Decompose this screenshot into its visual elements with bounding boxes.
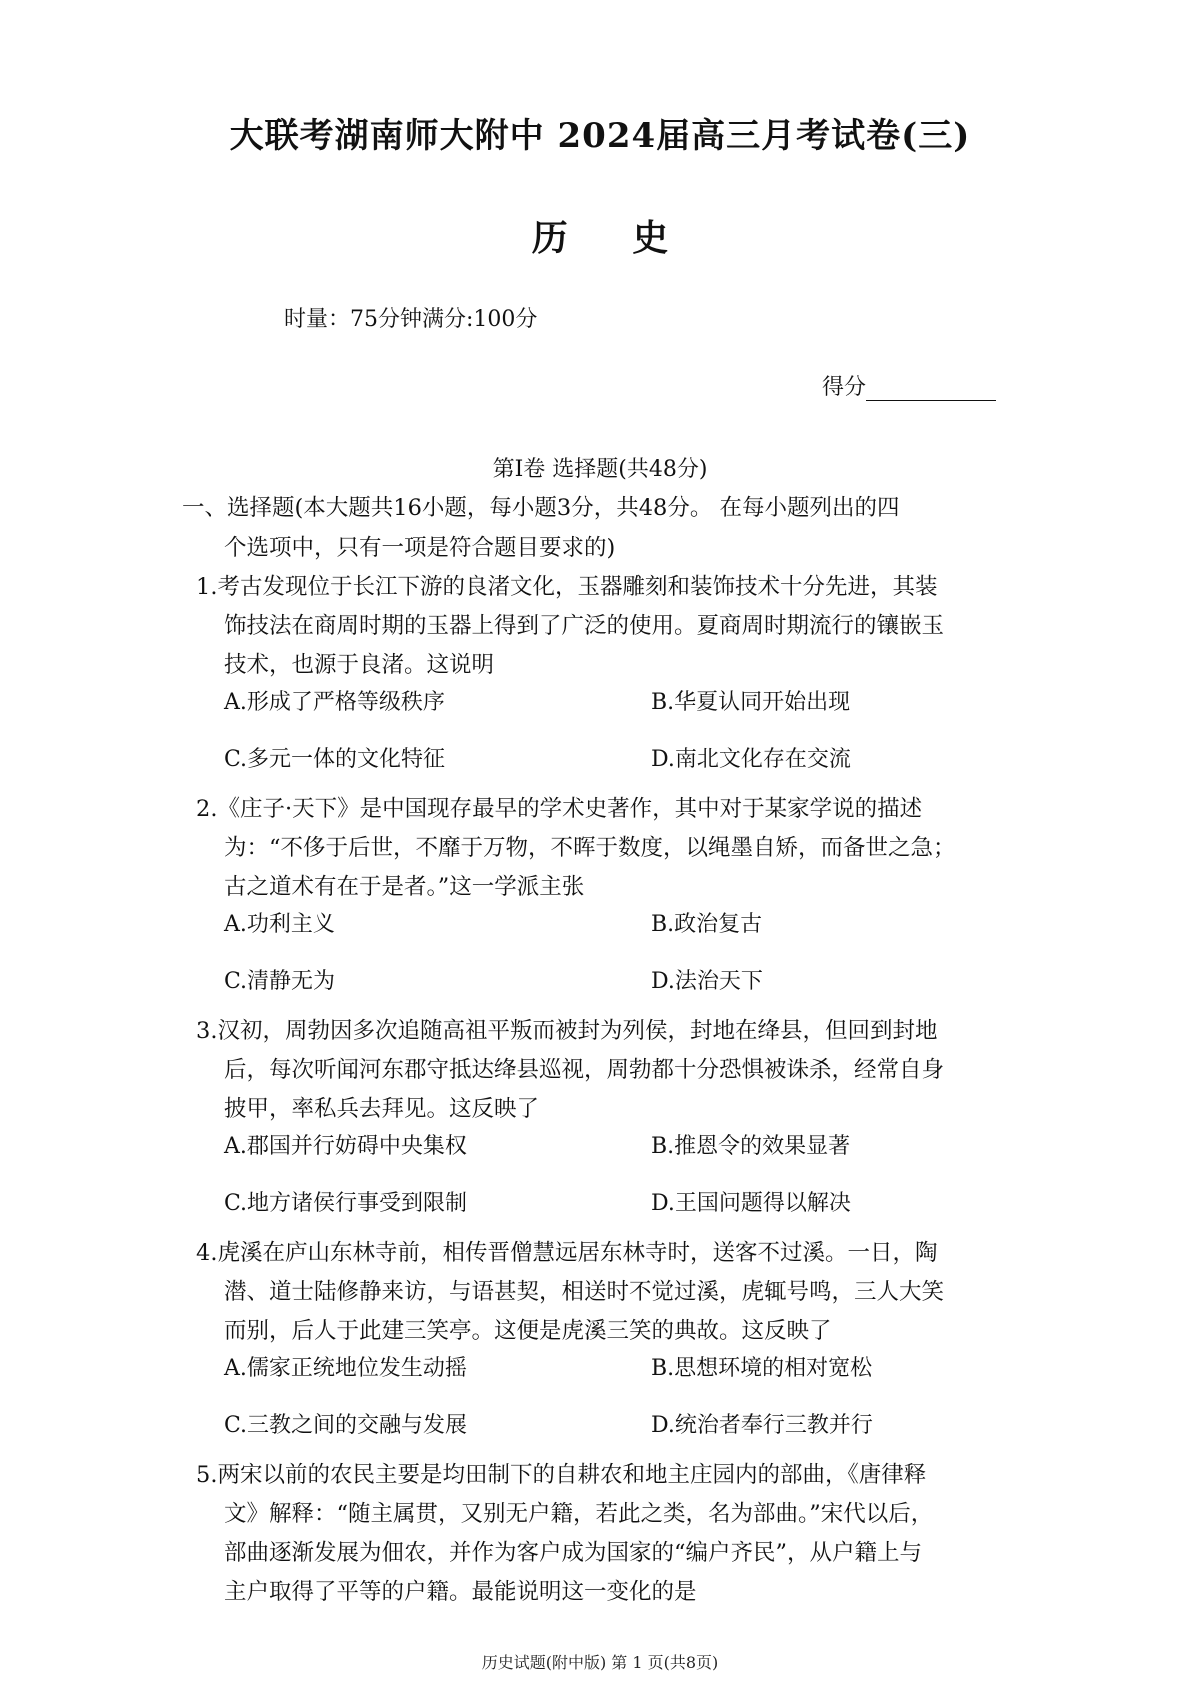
question-stem-line: 技术，也源于良渚。这说明 bbox=[224, 652, 495, 678]
answer-option-a[interactable]: A.功利主义 bbox=[224, 912, 335, 937]
answer-option-c[interactable]: C.三教之间的交融与发展 bbox=[224, 1413, 468, 1438]
question-stem-line: 披甲，率私兵去拜见。这反映了 bbox=[224, 1096, 540, 1122]
question-stem bbox=[196, 1012, 1026, 1129]
answer-option-c[interactable]: C.多元一体的文化特征 bbox=[224, 747, 446, 772]
answer-option-c[interactable]: C.清静无为 bbox=[224, 969, 336, 994]
page-footer: 历史试题(附中版) 第 1 页(共8页) bbox=[481, 1653, 719, 1672]
question-2 bbox=[196, 790, 1026, 1012]
answer-option-b[interactable]: B.思想环境的相对宽松 bbox=[651, 1356, 873, 1381]
answer-option-d[interactable]: D.统治者奉行三教并行 bbox=[651, 1413, 873, 1438]
question-stem-line: 1.考古发现位于长江下游的良渚文化，玉器雕刻和装饰技术十分先进，其装 bbox=[196, 574, 938, 600]
question-list bbox=[196, 568, 1026, 1612]
exam-meta: 时量：75分钟满分:100分 bbox=[284, 307, 538, 332]
question-stem bbox=[196, 1456, 1026, 1612]
answer-option-b[interactable]: B.政治复古 bbox=[651, 912, 763, 937]
question-stem-line: 3.汉初，周勃因多次追随高祖平叛而被封为列侯，封地在绛县，但回到封地 bbox=[196, 1018, 938, 1044]
question-stem-line: 后，每次听闻河东郡守抵达绛县巡视，周勃都十分恐惧被诛杀，经常自身 bbox=[224, 1057, 945, 1083]
answer-options bbox=[196, 685, 1026, 790]
answer-option-b[interactable]: B.推恩令的效果显著 bbox=[651, 1134, 851, 1159]
question-stem bbox=[196, 790, 1026, 907]
question-stem-line: 5.两宋以前的农民主要是均田制下的自耕农和地主庄园内的部曲，《唐律释 bbox=[196, 1462, 927, 1488]
answer-option-a[interactable]: A.形成了严格等级秩序 bbox=[224, 690, 445, 715]
instruction-line: 个选项中，只有一项是符合题目要求的) bbox=[224, 535, 616, 561]
subject-title: 历 史 bbox=[531, 217, 695, 259]
question-stem-line: 文》解释：“随主属贯，又别无户籍，若此之类，名为部曲。”宋代以后， bbox=[224, 1501, 934, 1527]
answer-option-d[interactable]: D.南北文化存在交流 bbox=[651, 747, 851, 772]
question-stem-line: 部曲逐渐发展为佃农，并作为客户成为国家的“编户齐民”，从户籍上与 bbox=[224, 1540, 923, 1566]
score-blank-line[interactable] bbox=[866, 378, 996, 401]
question-stem-line: 古之道术有在于是者。”这一学派主张 bbox=[224, 874, 585, 900]
answer-options bbox=[196, 1351, 1026, 1456]
question-stem-line: 为：“不侈于后世，不靡于万物，不晖于数度，以绳墨自矫，而备世之急； bbox=[224, 835, 956, 861]
score-field bbox=[822, 370, 996, 401]
question-3 bbox=[196, 1012, 1026, 1234]
answer-options bbox=[196, 1129, 1026, 1234]
answer-option-d[interactable]: D.法治天下 bbox=[651, 969, 763, 994]
section-heading: 第Ⅰ卷 选择题(共48分) bbox=[492, 457, 708, 482]
question-stem-line: 2.《庄子·天下》是中国现存最早的学术史著作，其中对于某家学说的描述 bbox=[196, 796, 923, 822]
question-stem-line: 而别，后人于此建三笑亭。这便是虎溪三笑的典故。这反映了 bbox=[224, 1318, 832, 1344]
question-4 bbox=[196, 1234, 1026, 1456]
question-stem bbox=[196, 568, 1026, 685]
answer-option-a[interactable]: A.郡国并行妨碍中央集权 bbox=[224, 1134, 467, 1159]
question-stem-line: 饰技法在商周时期的玉器上得到了广泛的使用。夏商周时期流行的镶嵌玉 bbox=[224, 613, 945, 639]
answer-option-a[interactable]: A.儒家正统地位发生动摇 bbox=[224, 1356, 467, 1381]
answer-option-b[interactable]: B.华夏认同开始出现 bbox=[651, 690, 851, 715]
instruction-line: 一、选择题(本大题共16小题，每小题3分，共48分。 在每小题列出的四 bbox=[182, 495, 900, 521]
question-stem-line: 4.虎溪在庐山东林寺前，相传晋僧慧远居东林寺时，送客不过溪。一日，陶 bbox=[196, 1240, 938, 1266]
question-stem-line: 潜、道士陆修静来访，与语甚契，相送时不觉过溪，虎辄号鸣，三人大笑 bbox=[224, 1279, 945, 1305]
answer-option-c[interactable]: C.地方诸侯行事受到限制 bbox=[224, 1191, 468, 1216]
section-instruction bbox=[182, 488, 1026, 568]
question-stem-line: 主户取得了平等的户籍。最能说明这一变化的是 bbox=[224, 1579, 697, 1605]
question-content bbox=[182, 488, 1026, 1612]
answer-option-d[interactable]: D.王国问题得以解决 bbox=[651, 1191, 851, 1216]
score-label: 得分 bbox=[822, 375, 867, 400]
question-stem bbox=[196, 1234, 1026, 1351]
exam-title: 大联考湖南师大附中 2024届高三月考试卷(三) bbox=[229, 116, 971, 156]
answer-options bbox=[196, 907, 1026, 1012]
question-1 bbox=[196, 568, 1026, 790]
question-5 bbox=[196, 1456, 1026, 1612]
